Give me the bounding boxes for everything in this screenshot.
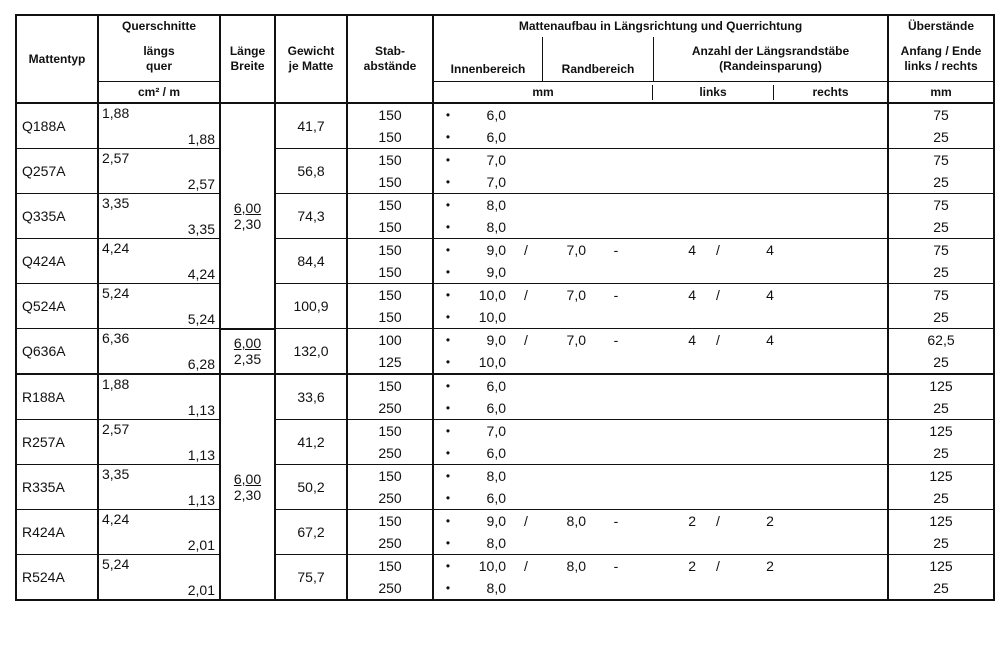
randstaebe-links: 4 bbox=[688, 242, 696, 258]
header-unit-ma bbox=[433, 82, 888, 104]
mattentyp-cell: R188A bbox=[16, 374, 98, 420]
mattentyp-cell: R424A bbox=[16, 510, 98, 555]
ueberstand-anfang: 125 bbox=[888, 374, 994, 397]
ueberstand-anfang: 125 bbox=[888, 465, 994, 488]
mattentyp-cell: R257A bbox=[16, 420, 98, 465]
randstaebe-rechts: 4 bbox=[766, 287, 774, 303]
stababstand-cell: 150 bbox=[347, 149, 433, 172]
innenbereich-value: 8,0 bbox=[486, 219, 506, 235]
querschnitt-quer: 3,35 bbox=[187, 221, 215, 237]
header-querschnitte: Querschnitte bbox=[98, 15, 220, 37]
randbereich-value: 8,0 bbox=[566, 558, 586, 574]
querschnitt-laengs: 2,57 bbox=[102, 421, 130, 437]
querschnitt-cell bbox=[98, 194, 220, 239]
ueberstand-anfang: 75 bbox=[888, 194, 994, 217]
innenbereich-value: 6,0 bbox=[486, 445, 506, 461]
laenge-value: 6,00 bbox=[233, 335, 262, 352]
breite-value: 2,30 bbox=[233, 487, 262, 503]
breite-value: 2,35 bbox=[233, 351, 262, 368]
innenbereich-value: 10,0 bbox=[478, 354, 506, 370]
mattenaufbau-cell bbox=[433, 374, 888, 397]
bullet-icon: • bbox=[445, 153, 451, 167]
gewicht-cell: 100,9 bbox=[275, 284, 347, 329]
mattenaufbau-cell bbox=[433, 171, 888, 194]
innenbereich-value: 8,0 bbox=[486, 580, 506, 596]
stababstand-cell: 150 bbox=[347, 239, 433, 262]
gewicht-cell: 67,2 bbox=[275, 510, 347, 555]
innenbereich-value: 6,0 bbox=[486, 129, 506, 145]
querschnitt-quer: 6,28 bbox=[187, 356, 215, 372]
mattenaufbau-cell bbox=[433, 555, 888, 578]
ueberstand-anfang: 125 bbox=[888, 510, 994, 533]
bullet-icon: • bbox=[445, 333, 451, 347]
header-randbereich: Randbereich bbox=[543, 37, 654, 81]
querschnitt-quer: 5,24 bbox=[187, 311, 215, 327]
separator-dash: - bbox=[613, 513, 619, 529]
stababstand-cell: 150 bbox=[347, 555, 433, 578]
header-innenbereich: Innenbereich bbox=[434, 37, 543, 81]
header-mattentyp: Mattentyp bbox=[16, 15, 98, 103]
randstaebe-rechts: 2 bbox=[766, 558, 774, 574]
gewicht-cell: 41,2 bbox=[275, 420, 347, 465]
querschnitt-laengs: 3,35 bbox=[102, 195, 130, 211]
innenbereich-value: 6,0 bbox=[486, 107, 506, 123]
querschnitt-quer: 2,57 bbox=[187, 176, 215, 192]
stababstand-cell: 150 bbox=[347, 420, 433, 443]
mattentyp-cell: Q188A bbox=[16, 103, 98, 149]
header-laengs-quer bbox=[98, 37, 220, 82]
separator-slash: / bbox=[716, 513, 720, 529]
stababstand-cell: 150 bbox=[347, 171, 433, 194]
bullet-icon: • bbox=[445, 220, 451, 234]
stababstand-cell: 150 bbox=[347, 194, 433, 217]
stababstand-cell: 150 bbox=[347, 103, 433, 126]
table-header bbox=[16, 15, 994, 103]
table-row bbox=[16, 510, 994, 533]
querschnitt-cell bbox=[98, 239, 220, 284]
table-row bbox=[16, 149, 994, 172]
bullet-icon: • bbox=[445, 175, 451, 189]
gewicht-cell: 74,3 bbox=[275, 194, 347, 239]
mattenaufbau-cell bbox=[433, 126, 888, 149]
querschnitt-quer: 4,24 bbox=[187, 266, 215, 282]
ueberstand-ende: 25 bbox=[933, 129, 949, 145]
querschnitt-cell bbox=[98, 465, 220, 510]
table-row bbox=[16, 420, 994, 443]
ueberstand-anfang: 75 bbox=[888, 149, 994, 172]
querschnitt-quer: 1,13 bbox=[187, 492, 215, 508]
stababstand-cell: 150 bbox=[347, 306, 433, 329]
table-row bbox=[16, 374, 994, 397]
stababstand-cell: 150 bbox=[347, 261, 433, 284]
mattenaufbau-cell bbox=[433, 306, 888, 329]
mattentyp-cell: Q636A bbox=[16, 329, 98, 375]
randstaebe-links: 2 bbox=[688, 513, 696, 529]
mattentyp-cell: Q424A bbox=[16, 239, 98, 284]
ueberstand-ende: 25 bbox=[933, 219, 949, 235]
stababstand-cell: 100 bbox=[347, 329, 433, 352]
querschnitt-quer: 1,13 bbox=[187, 447, 215, 463]
ueberstand-ende: 25 bbox=[933, 264, 949, 280]
mesh-specification-table bbox=[15, 14, 995, 601]
header-abstaende: abstände bbox=[363, 59, 417, 73]
ueberstand-anfang: 125 bbox=[888, 555, 994, 578]
innenbereich-value: 10,0 bbox=[478, 558, 506, 574]
bullet-icon: • bbox=[445, 536, 451, 550]
header-laenge-breite bbox=[220, 15, 275, 103]
innenbereich-value: 9,0 bbox=[486, 513, 506, 529]
header-stababstaende bbox=[347, 15, 433, 103]
randbereich-value: 7,0 bbox=[566, 332, 586, 348]
header-quer: quer bbox=[145, 59, 172, 73]
laenge-breite-cell bbox=[220, 329, 275, 375]
header-anzahl bbox=[654, 37, 887, 81]
ueberstand-ende: 25 bbox=[933, 174, 949, 190]
header-anzahl-top: Anzahl der Längsrandstäbe bbox=[691, 44, 850, 58]
mesh-table-container bbox=[15, 14, 993, 639]
innenbereich-value: 10,0 bbox=[478, 309, 506, 325]
innenbereich-value: 7,0 bbox=[486, 423, 506, 439]
bullet-icon: • bbox=[445, 581, 451, 595]
innenbereich-value: 8,0 bbox=[486, 197, 506, 213]
bullet-icon: • bbox=[445, 130, 451, 144]
randbereich-value: 7,0 bbox=[566, 287, 586, 303]
table-row bbox=[16, 329, 994, 352]
separator-slash: / bbox=[716, 332, 720, 348]
header-links: links bbox=[652, 85, 773, 100]
randstaebe-rechts: 4 bbox=[766, 332, 774, 348]
laenge-breite-cell bbox=[220, 103, 275, 329]
header-laengs: längs bbox=[143, 44, 175, 58]
innenbereich-value: 7,0 bbox=[486, 174, 506, 190]
innenbereich-value: 7,0 bbox=[486, 152, 506, 168]
separator-slash: / bbox=[524, 558, 528, 574]
bullet-icon: • bbox=[445, 265, 451, 279]
stababstand-cell: 150 bbox=[347, 374, 433, 397]
header-stab: Stab- bbox=[375, 44, 405, 58]
querschnitt-quer: 2,01 bbox=[187, 537, 215, 553]
table-body bbox=[16, 103, 994, 600]
breite-value: 2,30 bbox=[233, 215, 262, 232]
header-laenge: Länge bbox=[229, 44, 266, 58]
separator-slash: / bbox=[716, 558, 720, 574]
separator-dash: - bbox=[613, 332, 619, 348]
gewicht-cell: 132,0 bbox=[275, 329, 347, 375]
querschnitt-quer: 2,01 bbox=[187, 582, 215, 598]
querschnitt-laengs: 5,24 bbox=[102, 556, 130, 572]
randstaebe-links: 2 bbox=[688, 558, 696, 574]
querschnitt-laengs: 1,88 bbox=[102, 105, 130, 121]
bullet-icon: • bbox=[445, 469, 451, 483]
table-row bbox=[16, 194, 994, 217]
laenge-value: 6,00 bbox=[233, 199, 262, 216]
mattenaufbau-cell bbox=[433, 397, 888, 420]
separator-slash: / bbox=[524, 242, 528, 258]
mattenaufbau-cell bbox=[433, 194, 888, 217]
stababstand-cell: 150 bbox=[347, 216, 433, 239]
mattenaufbau-cell bbox=[433, 216, 888, 239]
querschnitt-cell bbox=[98, 420, 220, 465]
header-unit-mm: mm bbox=[532, 84, 554, 99]
stababstand-cell: 150 bbox=[347, 510, 433, 533]
mattenaufbau-cell bbox=[433, 351, 888, 374]
querschnitt-laengs: 1,88 bbox=[102, 376, 130, 392]
header-mattenaufbau-sub bbox=[433, 37, 888, 82]
innenbereich-value: 9,0 bbox=[486, 332, 506, 348]
randbereich-value: 7,0 bbox=[566, 242, 586, 258]
innenbereich-value: 9,0 bbox=[486, 264, 506, 280]
header-breite: Breite bbox=[230, 59, 265, 73]
gewicht-cell: 56,8 bbox=[275, 149, 347, 194]
ueberstand-anfang: 62,5 bbox=[888, 329, 994, 352]
stababstand-cell: 250 bbox=[347, 532, 433, 555]
header-anfang-ende: Anfang / Ende bbox=[900, 44, 982, 58]
separator-dash: - bbox=[613, 287, 619, 303]
mattenaufbau-cell bbox=[433, 149, 888, 172]
header-unit-ue: mm bbox=[888, 82, 994, 104]
header-gewicht bbox=[275, 15, 347, 103]
innenbereich-value: 8,0 bbox=[486, 535, 506, 551]
table-row bbox=[16, 239, 994, 262]
bullet-icon: • bbox=[445, 198, 451, 212]
bullet-icon: • bbox=[445, 310, 451, 324]
separator-slash: / bbox=[716, 287, 720, 303]
querschnitt-laengs: 5,24 bbox=[102, 285, 130, 301]
ueberstand-ende: 25 bbox=[933, 490, 949, 506]
bullet-icon: • bbox=[445, 288, 451, 302]
separator-slash: / bbox=[524, 513, 528, 529]
ueberstand-ende: 25 bbox=[933, 445, 949, 461]
randstaebe-rechts: 4 bbox=[766, 242, 774, 258]
stababstand-cell: 250 bbox=[347, 442, 433, 465]
header-ueberstaende-sub bbox=[888, 37, 994, 82]
ueberstand-anfang: 75 bbox=[888, 284, 994, 307]
mattentyp-cell: Q524A bbox=[16, 284, 98, 329]
querschnitt-laengs: 4,24 bbox=[102, 240, 130, 256]
mattentyp-cell: Q257A bbox=[16, 149, 98, 194]
bullet-icon: • bbox=[445, 243, 451, 257]
randstaebe-rechts: 2 bbox=[766, 513, 774, 529]
querschnitt-quer: 1,13 bbox=[187, 402, 215, 418]
bullet-icon: • bbox=[445, 491, 451, 505]
randstaebe-links: 4 bbox=[688, 332, 696, 348]
innenbereich-value: 6,0 bbox=[486, 400, 506, 416]
stababstand-cell: 250 bbox=[347, 577, 433, 600]
querschnitt-cell bbox=[98, 374, 220, 420]
bullet-icon: • bbox=[445, 446, 451, 460]
mattentyp-cell: R524A bbox=[16, 555, 98, 601]
header-mattenaufbau: Mattenaufbau in Längsrichtung und Querrichtung bbox=[433, 15, 888, 37]
mattentyp-cell: Q335A bbox=[16, 194, 98, 239]
ueberstand-ende: 25 bbox=[933, 535, 949, 551]
bullet-icon: • bbox=[445, 514, 451, 528]
bullet-icon: • bbox=[445, 379, 451, 393]
separator-dash: - bbox=[613, 558, 619, 574]
ueberstand-ende: 25 bbox=[933, 400, 949, 416]
querschnitt-cell bbox=[98, 149, 220, 194]
stababstand-cell: 150 bbox=[347, 284, 433, 307]
gewicht-cell: 75,7 bbox=[275, 555, 347, 601]
gewicht-cell: 50,2 bbox=[275, 465, 347, 510]
querschnitt-cell bbox=[98, 329, 220, 375]
laenge-value: 6,00 bbox=[233, 471, 262, 487]
innenbereich-value: 8,0 bbox=[486, 468, 506, 484]
stababstand-cell: 250 bbox=[347, 487, 433, 510]
mattenaufbau-cell bbox=[433, 103, 888, 126]
querschnitt-cell bbox=[98, 510, 220, 555]
mattenaufbau-cell bbox=[433, 239, 888, 262]
querschnitt-laengs: 2,57 bbox=[102, 150, 130, 166]
stababstand-cell: 150 bbox=[347, 126, 433, 149]
ueberstand-ende: 25 bbox=[933, 354, 949, 370]
laenge-breite-cell bbox=[220, 374, 275, 600]
gewicht-cell: 33,6 bbox=[275, 374, 347, 420]
mattenaufbau-cell bbox=[433, 284, 888, 307]
header-unit-qs: cm² / m bbox=[98, 82, 220, 104]
bullet-icon: • bbox=[445, 401, 451, 415]
innenbereich-value: 6,0 bbox=[486, 378, 506, 394]
separator-slash: / bbox=[524, 287, 528, 303]
innenbereich-value: 10,0 bbox=[478, 287, 506, 303]
header-links-rechts: links / rechts bbox=[904, 59, 978, 73]
querschnitt-laengs: 3,35 bbox=[102, 466, 130, 482]
bullet-icon: • bbox=[445, 424, 451, 438]
ueberstand-ende: 25 bbox=[933, 580, 949, 596]
table-row bbox=[16, 284, 994, 307]
stababstand-cell: 125 bbox=[347, 351, 433, 374]
mattenaufbau-cell bbox=[433, 487, 888, 510]
innenbereich-value: 6,0 bbox=[486, 490, 506, 506]
randbereich-value: 8,0 bbox=[566, 513, 586, 529]
bullet-icon: • bbox=[445, 355, 451, 369]
separator-dash: - bbox=[613, 242, 619, 258]
gewicht-cell: 84,4 bbox=[275, 239, 347, 284]
querschnitt-cell bbox=[98, 103, 220, 149]
mattenaufbau-cell bbox=[433, 261, 888, 284]
randstaebe-links: 4 bbox=[688, 287, 696, 303]
ueberstand-ende: 25 bbox=[933, 309, 949, 325]
table-row bbox=[16, 103, 994, 126]
header-gewicht-top: Gewicht bbox=[287, 44, 335, 58]
mattentyp-cell: R335A bbox=[16, 465, 98, 510]
bullet-icon: • bbox=[445, 559, 451, 573]
ueberstand-anfang: 75 bbox=[888, 239, 994, 262]
bullet-icon: • bbox=[445, 108, 451, 122]
ueberstand-anfang: 75 bbox=[888, 103, 994, 126]
mattenaufbau-cell bbox=[433, 329, 888, 352]
mattenaufbau-cell bbox=[433, 420, 888, 443]
mattenaufbau-cell bbox=[433, 510, 888, 533]
separator-slash: / bbox=[524, 332, 528, 348]
header-rechts: rechts bbox=[773, 85, 887, 100]
querschnitt-laengs: 6,36 bbox=[102, 330, 130, 346]
mattenaufbau-cell bbox=[433, 465, 888, 488]
querschnitt-cell bbox=[98, 284, 220, 329]
stababstand-cell: 250 bbox=[347, 397, 433, 420]
separator-slash: / bbox=[716, 242, 720, 258]
querschnitt-cell bbox=[98, 555, 220, 601]
innenbereich-value: 9,0 bbox=[486, 242, 506, 258]
ueberstand-anfang: 125 bbox=[888, 420, 994, 443]
mattenaufbau-cell bbox=[433, 442, 888, 465]
mattenaufbau-cell bbox=[433, 577, 888, 600]
querschnitt-laengs: 4,24 bbox=[102, 511, 130, 527]
table-row bbox=[16, 465, 994, 488]
header-ueberstaende: Überstände bbox=[888, 15, 994, 37]
querschnitt-quer: 1,88 bbox=[187, 131, 215, 147]
header-gewicht-bot: je Matte bbox=[288, 59, 334, 73]
mattenaufbau-cell bbox=[433, 532, 888, 555]
stababstand-cell: 150 bbox=[347, 465, 433, 488]
table-row bbox=[16, 555, 994, 578]
header-anzahl-bot: (Randeinsparung) bbox=[719, 59, 822, 73]
gewicht-cell: 41,7 bbox=[275, 103, 347, 149]
